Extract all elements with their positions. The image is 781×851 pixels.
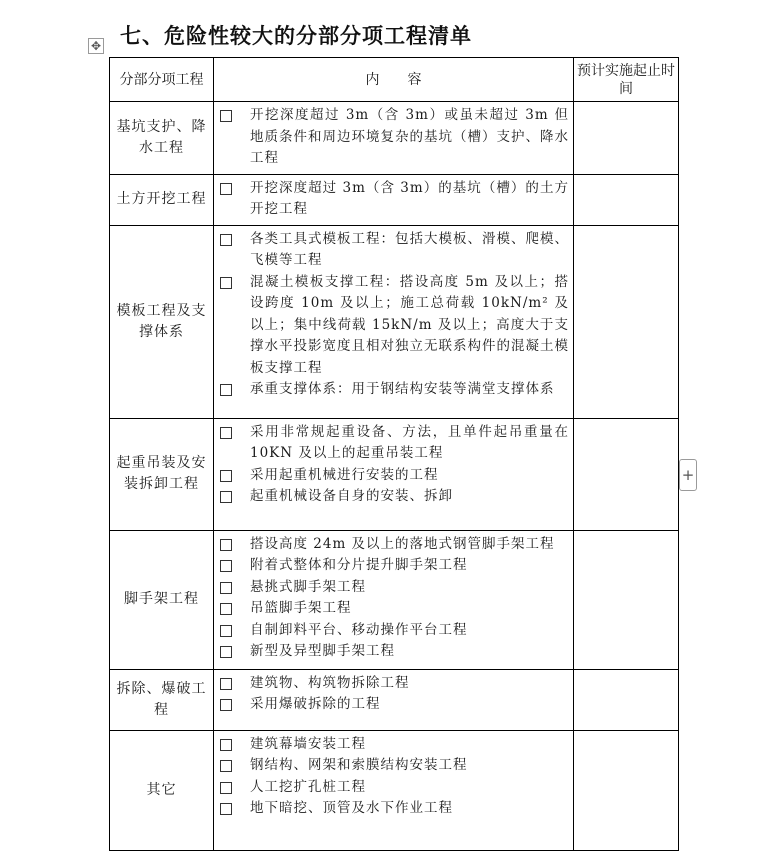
item-text: 搭设高度 24m 及以上的落地式钢管脚手架工程 bbox=[250, 535, 555, 552]
list-item bbox=[220, 598, 569, 620]
list-item bbox=[220, 486, 569, 508]
time-cell[interactable] bbox=[574, 730, 679, 850]
checkbox-icon[interactable] bbox=[220, 782, 232, 794]
category-cell: 基坑支护、降水工程 bbox=[110, 102, 214, 175]
content-cell bbox=[214, 669, 574, 730]
item-text: 采用非常规起重设备、方法，且单件起吊重量在 10KN 及以上的起重吊装工程 bbox=[250, 423, 569, 461]
add-column-icon[interactable]: + bbox=[679, 459, 697, 491]
list-item bbox=[220, 422, 569, 465]
checkbox-icon[interactable] bbox=[220, 427, 232, 439]
list-item bbox=[220, 555, 569, 577]
item-text: 新型及异型脚手架工程 bbox=[250, 643, 395, 659]
item-text: 自制卸料平台、移动操作平台工程 bbox=[250, 621, 468, 638]
checkbox-icon[interactable] bbox=[220, 277, 232, 289]
time-cell[interactable] bbox=[574, 530, 679, 669]
item-text: 混凝土模板支撑工程：搭设高度 5m 及以上；搭设跨度 10m 及以上；施工总荷载 10kN/m² 及以上；集中线荷载 15kN/m 及以上；高度大于支撑水平投影宽度且相对独立无联系构件的混凝土模板支撑工程 bbox=[250, 273, 569, 376]
checkbox-icon[interactable] bbox=[220, 803, 232, 815]
item-text: 地下暗挖、顶管及水下作业工程 bbox=[250, 800, 453, 816]
item-text: 采用爆破拆除的工程 bbox=[250, 696, 381, 712]
checkbox-icon[interactable] bbox=[220, 582, 232, 594]
content-cell bbox=[214, 225, 574, 418]
list-item bbox=[220, 641, 569, 663]
list-item bbox=[220, 534, 569, 556]
list-item bbox=[220, 673, 569, 695]
list-item bbox=[220, 694, 569, 716]
item-text: 开挖深度超过 3m（含 3m）或虽未超过 3m 但地质条件和周边环境复杂的基坑（槽）支护、降水工程 bbox=[250, 107, 569, 166]
item-text: 采用起重机械进行安装的工程 bbox=[250, 466, 439, 483]
checkbox-icon[interactable] bbox=[220, 739, 232, 751]
table-row bbox=[110, 418, 679, 530]
item-text: 附着式整体和分片提升脚手架工程 bbox=[250, 557, 468, 573]
content-cell bbox=[214, 102, 574, 175]
checkbox-icon[interactable] bbox=[220, 470, 232, 482]
header-time: 预计实施起止时间 bbox=[574, 58, 679, 102]
list-item bbox=[220, 734, 569, 756]
checkbox-icon[interactable] bbox=[220, 646, 232, 658]
checkbox-icon[interactable] bbox=[220, 760, 232, 772]
time-cell[interactable] bbox=[574, 669, 679, 730]
checkbox-icon[interactable] bbox=[220, 110, 232, 122]
table-row bbox=[110, 102, 679, 175]
list-item bbox=[220, 577, 569, 599]
item-text: 开挖深度超过 3m（含 3m）的基坑（槽）的土方开挖工程 bbox=[250, 179, 569, 217]
item-text: 建筑幕墙安装工程 bbox=[250, 735, 366, 752]
content-cell bbox=[214, 530, 574, 669]
checkbox-icon[interactable] bbox=[220, 625, 232, 637]
category-cell: 模板工程及支撑体系 bbox=[110, 225, 214, 418]
item-text: 承重支撑体系：用于钢结构安装等满堂支撑体系 bbox=[250, 381, 555, 397]
list-item bbox=[220, 755, 569, 777]
list-item bbox=[220, 777, 569, 799]
checkbox-icon[interactable] bbox=[220, 560, 232, 572]
list-item bbox=[220, 379, 569, 401]
content-cell bbox=[214, 418, 574, 530]
item-text: 吊篮脚手架工程 bbox=[250, 600, 352, 616]
table-header-row bbox=[110, 58, 679, 102]
table-row bbox=[110, 174, 679, 225]
list-item bbox=[220, 798, 569, 820]
item-text: 建筑物、构筑物拆除工程 bbox=[250, 674, 410, 691]
checkbox-icon[interactable] bbox=[220, 234, 232, 246]
checkbox-icon[interactable] bbox=[220, 183, 232, 195]
header-category: 分部分项工程 bbox=[110, 58, 214, 102]
category-cell: 起重吊装及安装拆卸工程 bbox=[110, 418, 214, 530]
header-content: 内容 bbox=[214, 58, 574, 102]
item-text: 悬挑式脚手架工程 bbox=[250, 578, 366, 595]
item-text: 各类工具式模板工程：包括大模板、滑模、爬模、飞模等工程 bbox=[250, 230, 569, 268]
checkbox-icon[interactable] bbox=[220, 491, 232, 503]
checkbox-icon[interactable] bbox=[220, 699, 232, 711]
checkbox-icon[interactable] bbox=[220, 384, 232, 396]
category-cell: 土方开挖工程 bbox=[110, 174, 214, 225]
table-row bbox=[110, 730, 679, 850]
category-cell: 其它 bbox=[110, 730, 214, 850]
checkbox-icon[interactable] bbox=[220, 603, 232, 615]
table-row bbox=[110, 530, 679, 669]
time-cell[interactable] bbox=[574, 102, 679, 175]
time-cell[interactable] bbox=[574, 418, 679, 530]
hazard-project-table bbox=[109, 57, 679, 851]
content-cell bbox=[214, 174, 574, 225]
table-move-handle-icon[interactable]: ✥ bbox=[88, 38, 104, 54]
category-cell: 拆除、爆破工程 bbox=[110, 669, 214, 730]
list-item bbox=[220, 620, 569, 642]
time-cell[interactable] bbox=[574, 225, 679, 418]
time-cell[interactable] bbox=[574, 174, 679, 225]
list-item bbox=[220, 105, 569, 170]
list-item bbox=[220, 229, 569, 272]
list-item bbox=[220, 272, 569, 380]
item-text: 人工挖扩孔桩工程 bbox=[250, 778, 366, 795]
item-text: 钢结构、网架和索膜结构安装工程 bbox=[250, 757, 468, 773]
category-cell: 脚手架工程 bbox=[110, 530, 214, 669]
checkbox-icon[interactable] bbox=[220, 678, 232, 690]
item-text: 起重机械设备自身的安装、拆卸 bbox=[250, 488, 453, 504]
table-row bbox=[110, 669, 679, 730]
page-title: 七、危险性较大的分部分项工程清单 bbox=[120, 24, 472, 48]
checkbox-icon[interactable] bbox=[220, 539, 232, 551]
list-item bbox=[220, 178, 569, 221]
content-cell bbox=[214, 730, 574, 850]
list-item bbox=[220, 465, 569, 487]
table-row bbox=[110, 225, 679, 418]
